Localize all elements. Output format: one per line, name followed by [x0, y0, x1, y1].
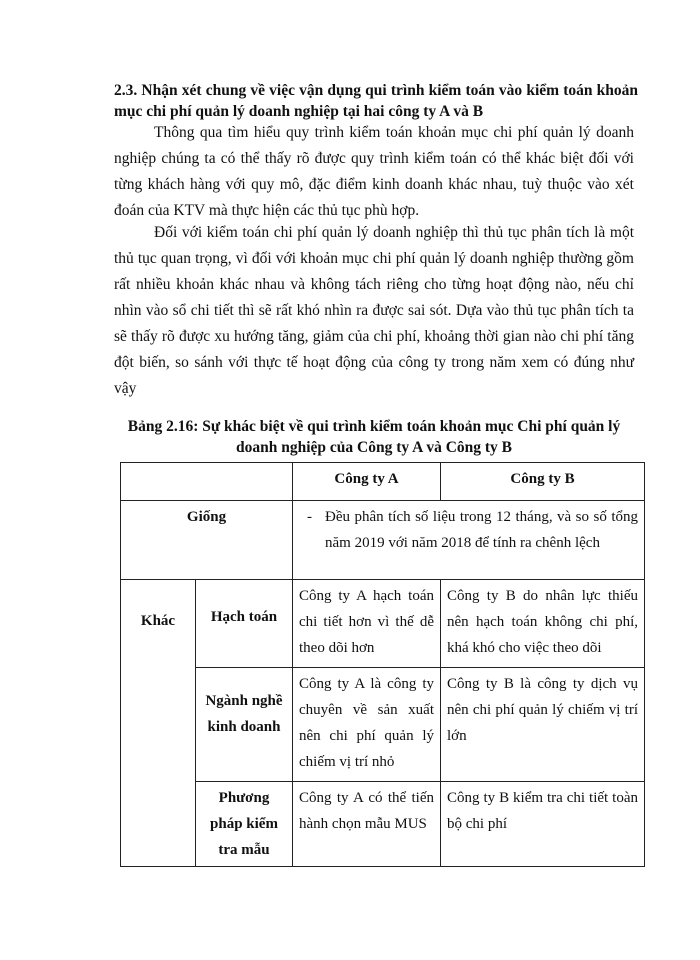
table-header-row [121, 463, 645, 501]
header-company-b: Công ty B [441, 463, 645, 501]
comparison-table [120, 462, 645, 867]
row-label-business: Ngành nghề kinh doanh [196, 668, 293, 782]
section-heading: 2.3. Nhận xét chung về việc vận dụng qui trình kiểm toán vào kiểm toán khoản mục chi phí quản lý doanh nghiệp tại hai công ty A và B [114, 82, 638, 120]
table-row-same [121, 501, 645, 580]
cell-business-b: Công ty B là công ty dịch vụ nên chi phí quản lý chiếm vị trí lớn [441, 668, 645, 782]
cell-accounting-a: Công ty A hạch toán chi tiết hơn vì thế dễ theo dõi hơn [293, 580, 441, 668]
diff-label: Khác [121, 580, 196, 867]
paragraph-analysis: Đối với kiểm toán chi phí quản lý doanh nghiệp thì thủ tục phân tích là một thủ tục quan trọng, vì đối với khoản mục chi phí quản lý doanh nghiệp thường gồm rất nhiều khoản khác nhau và không tách riêng cho từng hoạt động nào, nếu chỉ nhìn vào sổ chi tiết thì sẽ rất khó nhìn ra được sai sót. Dựa vào thủ tục phân tích ta sẽ thấy rõ được xu hướng tăng, giảm của chi phí, khoảng thời gian nào chi phí tăng đột biến, so sánh với thực tế hoạt động của công ty trong năm xem có đúng như vậy [114, 224, 634, 397]
same-text: Đều phân tích số liệu trong 12 tháng, và so số tổng năm 2019 với năm 2018 để tính ra chênh lệch [325, 509, 638, 551]
row-label-sampling: Phương pháp kiểm tra mẫu [196, 782, 293, 867]
table-row [121, 668, 645, 782]
row-label-accounting: Hạch toán [196, 580, 293, 668]
table-row [121, 580, 645, 668]
paragraph-intro: Thông qua tìm hiểu quy trình kiểm toán khoản mục chi phí quản lý doanh nghiệp chúng ta có thể thấy rõ được quy trình kiểm toán có thể khác biệt đối với từng khách hàng với quy mô, đặc điểm kinh doanh khác nhau, tuỳ thuộc vào xét đoán của KTV mà thực hiện các thủ tục phù hợp. [114, 124, 634, 219]
table-caption: Bảng 2.16: Sự khác biệt về qui trình kiểm toán khoản mục Chi phí quản lý doanh nghiệp của Công ty A và Công ty B [127, 418, 621, 456]
cell-business-a: Công ty A là công ty chuyên về sản xuất nên chi phí quản lý chiếm vị trí nhỏ [293, 668, 441, 782]
cell-accounting-b: Công ty B do nhân lực thiếu nên hạch toán không chi phí, khá khó cho việc theo dõi [441, 580, 645, 668]
same-content [293, 501, 645, 580]
cell-sampling-b: Công ty B kiểm tra chi tiết toàn bộ chi phí [441, 782, 645, 867]
dash-bullet: - [307, 509, 312, 525]
cell-sampling-a: Công ty A có thể tiến hành chọn mẫu MUS [293, 782, 441, 867]
header-empty-cell [121, 463, 293, 501]
header-company-a: Công ty A [293, 463, 441, 501]
same-label: Giống [121, 501, 293, 580]
table-row [121, 782, 645, 867]
